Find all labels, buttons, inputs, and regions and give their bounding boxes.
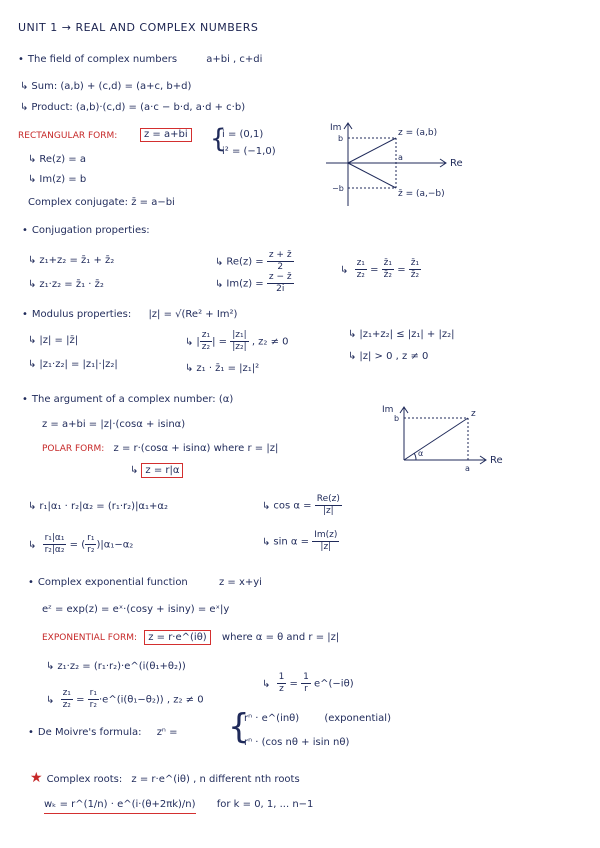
- zbar-vector: [348, 163, 396, 188]
- q-lhs-num: z₁: [356, 258, 365, 268]
- im-axis-label: Im: [382, 405, 394, 415]
- arrow-icon: ↳: [28, 279, 37, 290]
- bullet: •: [28, 577, 34, 588]
- z-vector: [404, 418, 468, 460]
- re-line: [28, 155, 86, 165]
- pd-tail: |α₁−α₂: [100, 539, 134, 551]
- modulus-conj-eq: |z| = |z̄|: [39, 335, 79, 346]
- polar-mult: [28, 502, 168, 512]
- exp-div-ratio: [88, 688, 99, 711]
- inv-rden: r: [304, 684, 308, 694]
- arrow-icon: ↳: [130, 465, 139, 476]
- re-num: z + z̄: [268, 250, 292, 260]
- a-tick: a: [398, 153, 403, 162]
- cos-den: |z|: [322, 506, 334, 516]
- im-def: Im(z) = b: [39, 174, 87, 185]
- rectangular-form-label: RECTANGULAR FORM:: [18, 131, 118, 141]
- modulus-def: |z| = √(Re² + Im²): [148, 309, 238, 320]
- arrow-icon: ↳: [215, 256, 224, 268]
- pd-num: r₁|α₁: [44, 533, 65, 543]
- inv-rnum: 1: [303, 672, 309, 682]
- arrow-icon: ↳: [262, 678, 271, 690]
- cos-lhs: cos α =: [273, 500, 312, 512]
- arrow-icon: ↳: [262, 500, 271, 512]
- ed-tail: ·e^(i(θ₁−θ₂)) , z₂ ≠ 0: [98, 694, 204, 706]
- a-tick: a: [465, 464, 470, 472]
- arrow-icon: ↳: [20, 102, 29, 113]
- z-vector: [348, 138, 396, 163]
- re-axis-label: Re: [450, 158, 463, 169]
- modulus-prop-2: [28, 360, 118, 370]
- complex-plane-diagram: [318, 118, 498, 208]
- z-point-label: z = (a,b): [398, 128, 438, 138]
- page-title: UNIT 1 → REAL AND COMPLEX NUMBERS: [18, 21, 259, 34]
- arrow-icon: ↳: [262, 536, 271, 548]
- exp-div-frac: [61, 688, 73, 711]
- polar-sin: [262, 530, 339, 553]
- re-def: Re(z) = a: [39, 154, 86, 165]
- modulus-positive: |z| > 0 , z ≠ 0: [359, 351, 429, 362]
- re-axis-label: Re: [490, 455, 503, 466]
- modulus-prop-4: [185, 364, 259, 374]
- cos-frac: [315, 494, 342, 517]
- i-definition-brace: {: [210, 124, 227, 154]
- conj-re: [215, 250, 294, 273]
- heading-conjugation: Conjugation properties:: [31, 225, 150, 236]
- ed-rnum: r₁: [89, 688, 97, 698]
- section-roots: [30, 771, 300, 785]
- zbar-point-label: z̄ = (a,−b): [398, 189, 445, 199]
- sin-lhs: sin α =: [273, 536, 310, 548]
- demoivre-exp-note: (exponential): [324, 713, 391, 724]
- complex-pair-expr: a+bi , c+di: [206, 54, 263, 65]
- mq-den: z₂: [201, 342, 211, 352]
- roots-zdef: z = r·e^(iθ): [131, 774, 190, 785]
- re-formula-lhs: Re(z) =: [226, 256, 264, 268]
- heading-demoivre: De Moivre's formula:: [37, 727, 142, 738]
- i-definition: i = (0,1): [222, 129, 264, 140]
- im-axis-label: Im: [330, 123, 342, 133]
- conj-quotient: ↳ $\frac{\text{z₁}}{\text{z₂}}$ = $\frac{\text{z̄₁}}{\text{z̄₂}}$ = $\frac{\text{z̄₁}}{\text{z̄₂}}$: [340, 258, 420, 280]
- demoivre-line-1: [244, 714, 391, 724]
- polar-div: ↳ $\frac{\text{r₁|α₁}}{\text{r₂|α₂}}$ = ( $\frac{\text{r₁}}{\text{r₂}}$ )|α₁−α₂: [28, 533, 134, 555]
- conj-im: [215, 272, 294, 295]
- mq-rden: |z₂|: [232, 342, 247, 352]
- bullet: •: [18, 54, 24, 65]
- polar-cos: [262, 494, 342, 517]
- modulus-prop-5: [348, 330, 455, 340]
- bullet: •: [22, 225, 28, 236]
- mq-num: z₁: [201, 330, 211, 340]
- mq-cond: , z₂ ≠ 0: [251, 336, 289, 348]
- polar-div-frac: [43, 533, 67, 556]
- im-formula-lhs: Im(z) =: [226, 278, 264, 290]
- product-rule: Product: (a,b)·(c,d) = (a·c − b·d, a·d + c·b): [31, 102, 246, 113]
- modulus-quot-rhs: [230, 330, 248, 353]
- q-mid-den: z̄₂: [383, 270, 393, 280]
- arrow-icon: ↳: [185, 336, 194, 348]
- arrow-icon: ↳: [28, 359, 37, 370]
- heading-argument: The argument of a complex number: (α): [31, 394, 234, 405]
- heading-modulus: Modulus properties:: [31, 309, 132, 320]
- arrow-icon: ↳: [28, 154, 37, 165]
- heading-roots: Complex roots:: [46, 774, 123, 785]
- bullet: •: [28, 727, 34, 738]
- rectangular-form-box: z = a+bi: [140, 128, 192, 142]
- polar-div-ratio: [85, 533, 96, 556]
- arrow-icon: ↳: [185, 363, 194, 374]
- im-formula-frac: [267, 272, 294, 295]
- inv-num: 1: [278, 672, 285, 682]
- q-mid-num: z̄₁: [383, 258, 393, 268]
- exp-inverse: ↳ $\frac{1}{z}$ = $\frac{1}{r}$ e^(−iθ): [262, 672, 354, 694]
- exp-form-label: EXPONENTIAL FORM:: [42, 633, 138, 643]
- inv-ratio: [301, 672, 311, 695]
- triangle-inequality: |z₁+z₂| ≤ |z₁| + |z₂|: [359, 329, 455, 340]
- heading-exponential: Complex exponential function: [37, 577, 188, 588]
- section-modulus: [22, 310, 237, 320]
- exp-mult: [46, 662, 186, 672]
- z-label: z: [471, 409, 476, 419]
- re-formula-frac: [267, 250, 294, 273]
- cos-num: Re(z): [316, 494, 340, 504]
- modulus-prop-6: [348, 352, 428, 362]
- section-conjugation: [22, 226, 150, 236]
- pd-rden: r₂: [87, 545, 95, 555]
- polar-boxed-line: [130, 466, 183, 476]
- modulus-conj-product: z₁ · z̄₁ = |z₁|²: [196, 363, 260, 374]
- arrow-icon: ↳: [28, 539, 37, 551]
- mq-rnum: |z₁|: [232, 330, 247, 340]
- b-tick: b: [338, 134, 344, 143]
- im-den: 2i: [276, 284, 285, 294]
- alpha-label: α: [418, 449, 424, 458]
- exp-form-where: where α = θ and r = |z|: [221, 632, 340, 643]
- section-exponential: [28, 578, 262, 588]
- arrow-icon: ↳: [46, 661, 55, 672]
- demoivre-line-2: rⁿ · (cos nθ + isin nθ): [244, 737, 350, 748]
- polar-form-eq: z = r·(cosα + isinα) where r = |z|: [113, 443, 279, 454]
- q-rhs-num: z̄₁: [410, 258, 420, 268]
- heading-complex-field: The field of complex numbers: [27, 54, 178, 65]
- quotient-lhs: [355, 258, 367, 281]
- roots-range: for k = 0, 1, ... n−1: [216, 799, 314, 810]
- section-demoivre: [28, 728, 177, 738]
- modulus-prop-1: [28, 336, 78, 346]
- section-argument: [22, 395, 233, 405]
- neg-b-tick: −b: [332, 184, 344, 193]
- i-squared: i² = (−1,0): [222, 146, 276, 157]
- modulus-prop-3: ↳ | $\frac{\text{z₁}}{\text{z₂}}$ | = $\frac{\text{|z₁|}}{\text{|z₂|}}$ , z₂ ≠ 0: [185, 330, 289, 352]
- exp-form-line: [42, 633, 339, 643]
- exp-form-box: z = r·e^(iθ): [144, 630, 211, 645]
- q-rhs-den: z̄₂: [410, 270, 420, 280]
- argument-diagram: [376, 402, 516, 472]
- exp-definition: eᶻ = exp(z) = eˣ·(cosy + isiny) = eˣ|y: [42, 604, 230, 615]
- q-lhs-den: z₂: [356, 270, 365, 280]
- arrow-icon: ↳: [28, 174, 37, 185]
- arrow-icon: ↳: [28, 501, 37, 512]
- roots-formula-line: [44, 800, 313, 810]
- inv-den: z: [279, 684, 284, 694]
- inv-tail: e^(−iθ): [313, 678, 354, 690]
- polar-mult-rule: r₁|α₁ · r₂|α₂ = (r₁·r₂)|α₁+α₂: [39, 501, 169, 512]
- polar-form-line: [42, 444, 278, 454]
- exp-zdef: z = x+yi: [218, 577, 262, 588]
- conjugate-def: Complex conjugate: z̄ = a−bi: [28, 197, 175, 208]
- quotient-mid: [382, 258, 394, 281]
- conj-product: z₁·z₂ = z̄₁ · z̄₂: [39, 279, 104, 290]
- sum-line: [20, 82, 191, 92]
- arrow-icon: ↳: [340, 264, 349, 276]
- pd-rnum: r₁: [87, 533, 95, 543]
- modulus-quot-frac: [200, 330, 212, 353]
- arrow-icon: ↳: [28, 255, 37, 266]
- roots-formula: wₖ = r^(1/n) · e^(i·(θ+2πk)/n): [44, 799, 196, 814]
- section-complex-field: [18, 55, 262, 65]
- bullet: •: [22, 394, 28, 405]
- polar-form-box: z = r|α: [141, 463, 183, 478]
- demoivre-lhs: zⁿ =: [156, 727, 178, 738]
- re-den: 2: [277, 262, 284, 272]
- argument-eq: z = a+bi = |z|·(cosα + isinα): [42, 419, 186, 430]
- im-line: [28, 175, 86, 185]
- b-tick: b: [394, 414, 400, 423]
- roots-desc: , n different nth roots: [193, 774, 300, 785]
- star-icon: ★: [30, 770, 43, 786]
- pd-eq: =: [69, 539, 79, 551]
- modulus-product: |z₁·z₂| = |z₁|·|z₂|: [39, 359, 118, 370]
- sin-frac: [312, 530, 339, 553]
- arrow-icon: ↳: [348, 329, 357, 340]
- conj-prop-1: [28, 256, 114, 266]
- demoivre-exp: rⁿ · e^(inθ): [244, 713, 300, 724]
- pd-den: r₂|α₂: [44, 545, 65, 555]
- arrow-icon: ↳: [215, 278, 224, 290]
- conj-sum: z₁+z₂ = z̄₁ + z̄₂: [39, 255, 115, 266]
- ed-num: z₁: [62, 688, 71, 698]
- conj-prop-2: [28, 280, 104, 290]
- im-num: z − z̄: [268, 272, 292, 282]
- polar-form-label: POLAR FORM:: [42, 444, 105, 454]
- ed-den: z₂: [62, 700, 71, 710]
- product-line: [20, 103, 245, 113]
- sin-den: |z|: [320, 542, 332, 552]
- ed-rden: r₂: [89, 700, 97, 710]
- arrow-icon: ↳: [20, 81, 29, 92]
- inv-frac: [277, 672, 287, 695]
- demoivre-brace: {: [228, 707, 250, 747]
- arrow-icon: ↳: [46, 694, 55, 706]
- quotient-rhs: [409, 258, 421, 281]
- arrow-icon: ↳: [348, 351, 357, 362]
- arrow-icon: ↳: [28, 335, 37, 346]
- exp-mult-rule: z₁·z₂ = (r₁·r₂)·e^(i(θ₁+θ₂)): [57, 661, 186, 672]
- exp-div: ↳ $\frac{\text{z₁}}{\text{z₂}}$ = $\frac{\text{r₁}}{\text{r₂}}$ ·e^(i(θ₁−θ₂)) , z₂ ≠ 0: [46, 688, 204, 710]
- sin-num: Im(z): [314, 530, 338, 540]
- bullet: •: [22, 309, 28, 320]
- sum-rule: Sum: (a,b) + (c,d) = (a+c, b+d): [31, 81, 192, 92]
